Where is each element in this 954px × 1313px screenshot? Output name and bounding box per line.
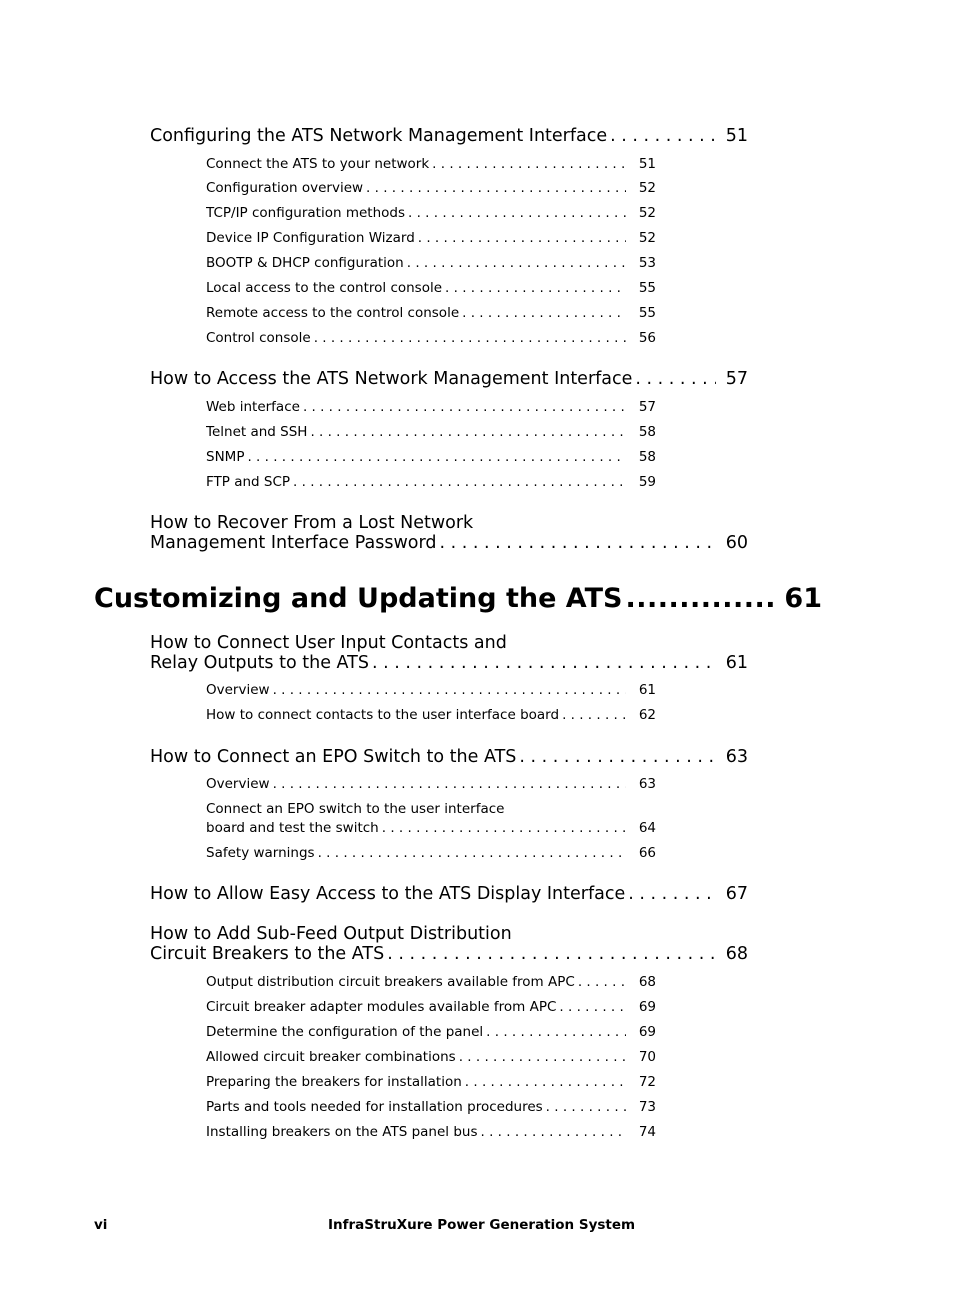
toc-entry-title: Installing breakers on the ATS panel bus — [206, 1124, 478, 1140]
toc-page-number: 74 — [638, 1124, 656, 1140]
dot-leader — [462, 305, 626, 321]
toc-entry[interactable] — [206, 205, 656, 225]
toc-page-number: 60 — [725, 533, 748, 553]
toc-section-title: Management Interface Password — [150, 533, 437, 553]
toc-page-number: 61 — [784, 583, 822, 614]
toc-section-title-line1[interactable]: How to Connect User Input Contacts and — [150, 633, 507, 653]
toc-page-number: 61 — [638, 682, 656, 698]
toc-chapter-title: Customizing and Updating the ATS — [94, 583, 623, 614]
toc-entry-title: Connect the ATS to your network — [206, 156, 430, 172]
toc-entry-title: SNMP — [206, 449, 245, 465]
dot-leader — [625, 583, 778, 614]
toc-entry-title: Preparing the breakers for installation — [206, 1074, 462, 1090]
toc-entry-title: Web interface — [206, 399, 300, 415]
dot-leader — [432, 156, 626, 172]
toc-entry[interactable] — [206, 974, 656, 994]
toc-entry[interactable] — [206, 424, 656, 444]
dot-leader — [459, 1049, 626, 1065]
dot-leader — [480, 1124, 626, 1140]
toc-page-number: 67 — [725, 884, 748, 904]
toc-section-title: How to Allow Easy Access to the ATS Display Interface — [150, 884, 626, 904]
toc-entry[interactable] — [206, 707, 656, 727]
toc-page-number: 52 — [638, 205, 656, 221]
dot-leader — [314, 330, 626, 346]
toc-entry[interactable] — [206, 449, 656, 469]
toc-entry[interactable] — [206, 845, 656, 865]
dot-leader — [519, 747, 716, 767]
dot-leader — [418, 230, 626, 246]
dot-leader — [293, 474, 626, 490]
dot-leader — [273, 776, 626, 792]
toc-entry-title: board and test the switch — [206, 820, 379, 836]
toc-section-title: How to Connect an EPO Switch to the ATS — [150, 747, 517, 767]
footer-page-number: vi — [94, 1217, 108, 1233]
toc-page-number: 73 — [638, 1099, 656, 1115]
toc-page-number: 51 — [725, 126, 748, 146]
toc-section-title-line1[interactable]: How to Recover From a Lost Network — [150, 513, 474, 533]
toc-entry-title: Device IP Configuration Wizard — [206, 230, 415, 246]
toc-entry[interactable] — [206, 999, 656, 1019]
toc-entry-title: Remote access to the control console — [206, 305, 460, 321]
toc-entry-title: BOOTP & DHCP configuration — [206, 255, 404, 271]
dot-leader — [408, 205, 626, 221]
toc-entry-title: Determine the configuration of the panel — [206, 1024, 484, 1040]
toc-entry[interactable] — [206, 156, 656, 176]
toc-section-title-line1[interactable]: How to Add Sub-Feed Output Distribution — [150, 924, 512, 944]
toc-entry[interactable] — [206, 180, 656, 200]
toc-entry[interactable] — [206, 330, 656, 350]
toc-entry-title: TCP/IP configuration methods — [206, 205, 405, 221]
toc-entry-title: Configuration overview — [206, 180, 364, 196]
toc-section-configuring-nmi[interactable] — [150, 126, 748, 150]
dot-leader — [310, 424, 626, 440]
toc-section-circuit-breakers[interactable] — [150, 944, 748, 968]
dot-leader — [273, 682, 626, 698]
toc-entry-title: Output distribution circuit breakers available from APC — [206, 974, 575, 990]
toc-entry-title: Telnet and SSH — [206, 424, 308, 440]
toc-section-display-access[interactable] — [150, 884, 748, 908]
dot-leader — [635, 369, 716, 389]
toc-entry[interactable] — [206, 1024, 656, 1044]
dot-leader — [559, 999, 626, 1015]
toc-entry[interactable] — [206, 1099, 656, 1119]
toc-entry[interactable] — [206, 1124, 656, 1144]
toc-page-number: 58 — [638, 424, 656, 440]
toc-entry-title-line1[interactable]: Connect an EPO switch to the user interface — [206, 801, 505, 817]
dot-leader — [546, 1099, 626, 1115]
footer-title: InfraStruXure Power Generation System — [328, 1217, 636, 1233]
toc-page-number: 57 — [725, 369, 748, 389]
dot-leader — [366, 180, 626, 196]
toc-page-number: 58 — [638, 449, 656, 465]
toc-entry[interactable] — [206, 1074, 656, 1094]
toc-page-number: 63 — [725, 747, 748, 767]
toc-section-title: How to Access the ATS Network Management Interface — [150, 369, 633, 389]
dot-leader — [578, 974, 626, 990]
dot-leader — [303, 399, 626, 415]
toc-section-title: Configuring the ATS Network Management Interface — [150, 126, 608, 146]
toc-entry[interactable] — [206, 682, 656, 702]
toc-page-number: 51 — [638, 156, 656, 172]
toc-entry-title: Overview — [206, 776, 270, 792]
toc-chapter-customizing[interactable] — [94, 583, 822, 617]
toc-entry[interactable] — [206, 1049, 656, 1069]
toc-entry-title: Allowed circuit breaker combinations — [206, 1049, 456, 1065]
dot-leader — [247, 449, 626, 465]
dot-leader — [562, 707, 626, 723]
toc-page-number: 52 — [638, 230, 656, 246]
toc-page-number: 69 — [638, 999, 656, 1015]
dot-leader — [610, 126, 716, 146]
toc-entry-title: Circuit breaker adapter modules available from APC — [206, 999, 557, 1015]
toc-page-number: 68 — [638, 974, 656, 990]
toc-page-number: 57 — [638, 399, 656, 415]
toc-page-number: 61 — [725, 653, 748, 673]
dot-leader — [440, 533, 717, 553]
toc-page-number: 52 — [638, 180, 656, 196]
toc-section-title: Relay Outputs to the ATS — [150, 653, 369, 673]
toc-page-number: 56 — [638, 330, 656, 346]
dot-leader — [486, 1024, 626, 1040]
toc-section-title: Circuit Breakers to the ATS — [150, 944, 385, 964]
toc-page-number: 53 — [638, 255, 656, 271]
dot-leader — [465, 1074, 626, 1090]
toc-section-user-contacts[interactable] — [150, 653, 748, 677]
toc-section-epo-switch[interactable] — [150, 747, 748, 771]
toc-entry-title: FTP and SCP — [206, 474, 291, 490]
dot-leader — [372, 653, 716, 673]
toc-section-recover-password[interactable] — [150, 533, 748, 557]
toc-entry-title: Local access to the control console — [206, 280, 443, 296]
toc-entry[interactable] — [206, 255, 656, 275]
dot-leader — [407, 255, 626, 271]
toc-entry[interactable] — [206, 820, 656, 840]
dot-leader — [387, 944, 716, 964]
dot-leader — [445, 280, 626, 296]
toc-page-number: 72 — [638, 1074, 656, 1090]
toc-page-number: 69 — [638, 1024, 656, 1040]
toc-entry[interactable] — [206, 230, 656, 250]
toc-entry-title: Safety warnings — [206, 845, 315, 861]
toc-section-access-nmi[interactable] — [150, 369, 748, 393]
toc-page-number: 59 — [638, 474, 656, 490]
toc-page-number: 63 — [638, 776, 656, 792]
toc-page-number: 70 — [638, 1049, 656, 1065]
toc-page-number: 66 — [638, 845, 656, 861]
toc-entry-title: Parts and tools needed for installation procedures — [206, 1099, 543, 1115]
dot-leader — [628, 884, 716, 904]
toc-entry-title: Overview — [206, 682, 270, 698]
toc-entry-title: How to connect contacts to the user interface board — [206, 707, 560, 723]
dot-leader — [382, 820, 626, 836]
toc-entry-title: Control console — [206, 330, 311, 346]
toc-entry[interactable] — [206, 280, 656, 300]
toc-entry[interactable] — [206, 399, 656, 419]
toc-entry[interactable] — [206, 474, 656, 494]
dot-leader — [318, 845, 626, 861]
toc-entry[interactable] — [206, 776, 656, 796]
toc-page-number: 62 — [638, 707, 656, 723]
toc-page-number: 64 — [638, 820, 656, 836]
toc-entry[interactable] — [206, 305, 656, 325]
toc-page-number: 55 — [638, 280, 656, 296]
toc-page-number: 55 — [638, 305, 656, 321]
toc-page-number: 68 — [725, 944, 748, 964]
